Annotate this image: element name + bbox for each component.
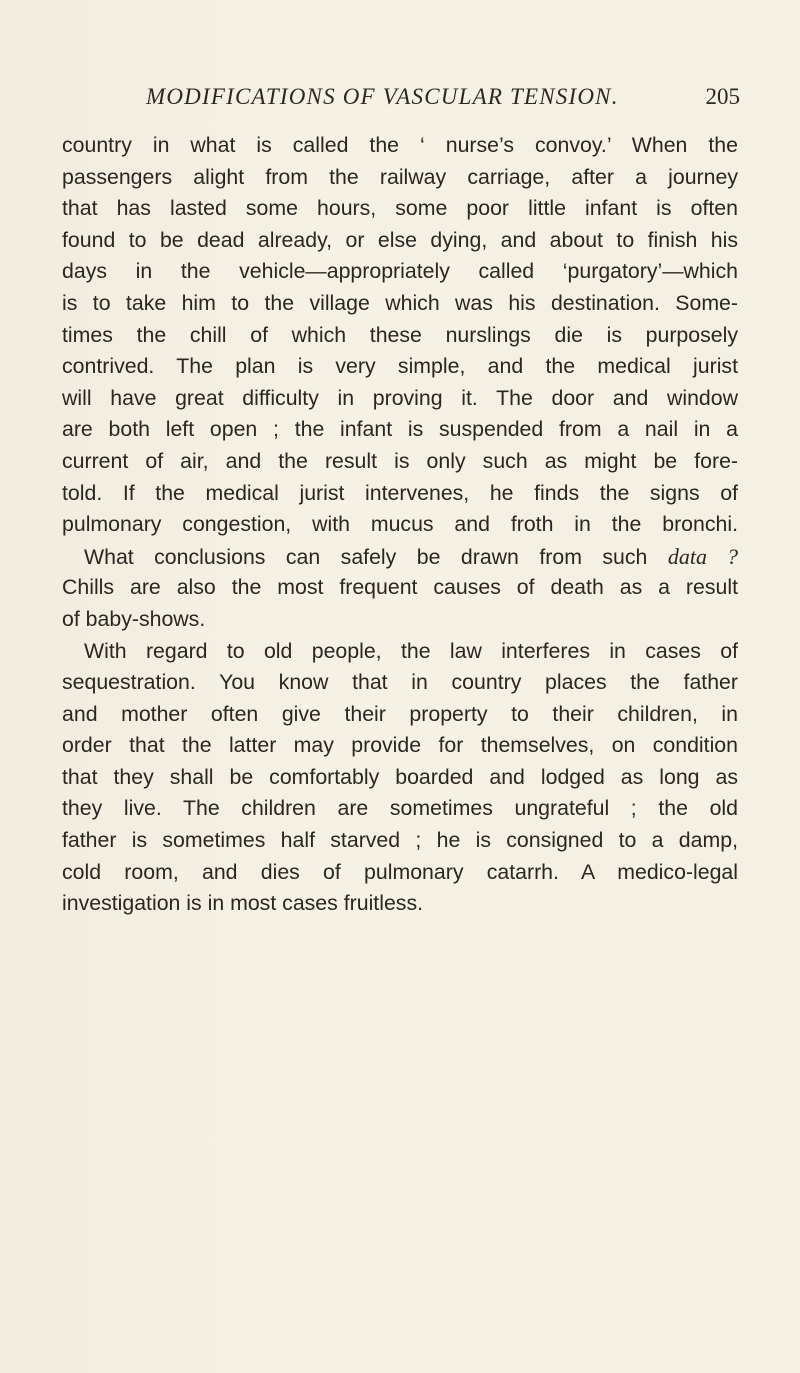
text-line: days in the vehicle—appropriately called ‘purgatory’—which: [62, 259, 738, 284]
text-line: With regard to old people, the law interferes in cases of: [84, 638, 738, 663]
running-title: MODIFICATIONS OF VASCULAR TENSION.: [146, 84, 619, 109]
text-line: [62, 541, 738, 573]
text-line: sequestration. You know that in country places the father: [62, 670, 738, 695]
text-line: pulmonary congestion, with mucus and froth in the bronchi.: [62, 512, 738, 537]
running-head: [62, 84, 738, 118]
text-line: of baby-shows.: [62, 606, 206, 631]
text-line: Chills are also the most frequent causes of death as a result: [62, 575, 738, 600]
text-line: passengers alight from the railway carriage, after a journey: [62, 164, 738, 189]
text-line: country in what is called the ‘ nurse’s convoy.’ When the: [62, 133, 738, 157]
text-line: and mother often give their property to their children, in: [62, 701, 738, 726]
text-line: contrived. The plan is very simple, and the medical jurist: [62, 354, 738, 379]
text-line: are both left open ; the infant is suspended from a nail in a: [62, 417, 738, 442]
text-line: investigation is in most cases fruitless.: [62, 891, 424, 916]
text-line: father is sometimes half starved ; he is consigned to a damp,: [62, 828, 738, 853]
page-number: 205: [705, 84, 740, 109]
text-line: they live. The children are sometimes ungrateful ; the old: [62, 796, 738, 821]
text-line: current of air, and the result is only such as might be fore-: [62, 448, 738, 473]
text-line: cold room, and dies of pulmonary catarrh. A medico-legal: [62, 859, 738, 884]
text-line: times the chill of which these nurslings die is purposely: [62, 322, 738, 347]
body-text: [62, 130, 738, 920]
italic-word: data ?: [667, 543, 738, 569]
line-text: What conclusions can safely be drawn from such: [84, 544, 668, 569]
text-line: found to be dead already, or else dying, and about to finish his: [62, 227, 738, 252]
text-line: that has lasted some hours, some poor little infant is often: [62, 196, 738, 221]
text-line: that they shall be comfortably boarded and lodged as long as: [62, 764, 738, 789]
text-line: order that the latter may provide for themselves, on condition: [62, 733, 738, 758]
text-line: told. If the medical jurist intervenes, he finds the signs of: [62, 480, 738, 505]
text-line: is to take him to the village which was his destination. Some-: [62, 290, 738, 315]
text-line: will have great difficulty in proving it. The door and window: [62, 385, 738, 410]
